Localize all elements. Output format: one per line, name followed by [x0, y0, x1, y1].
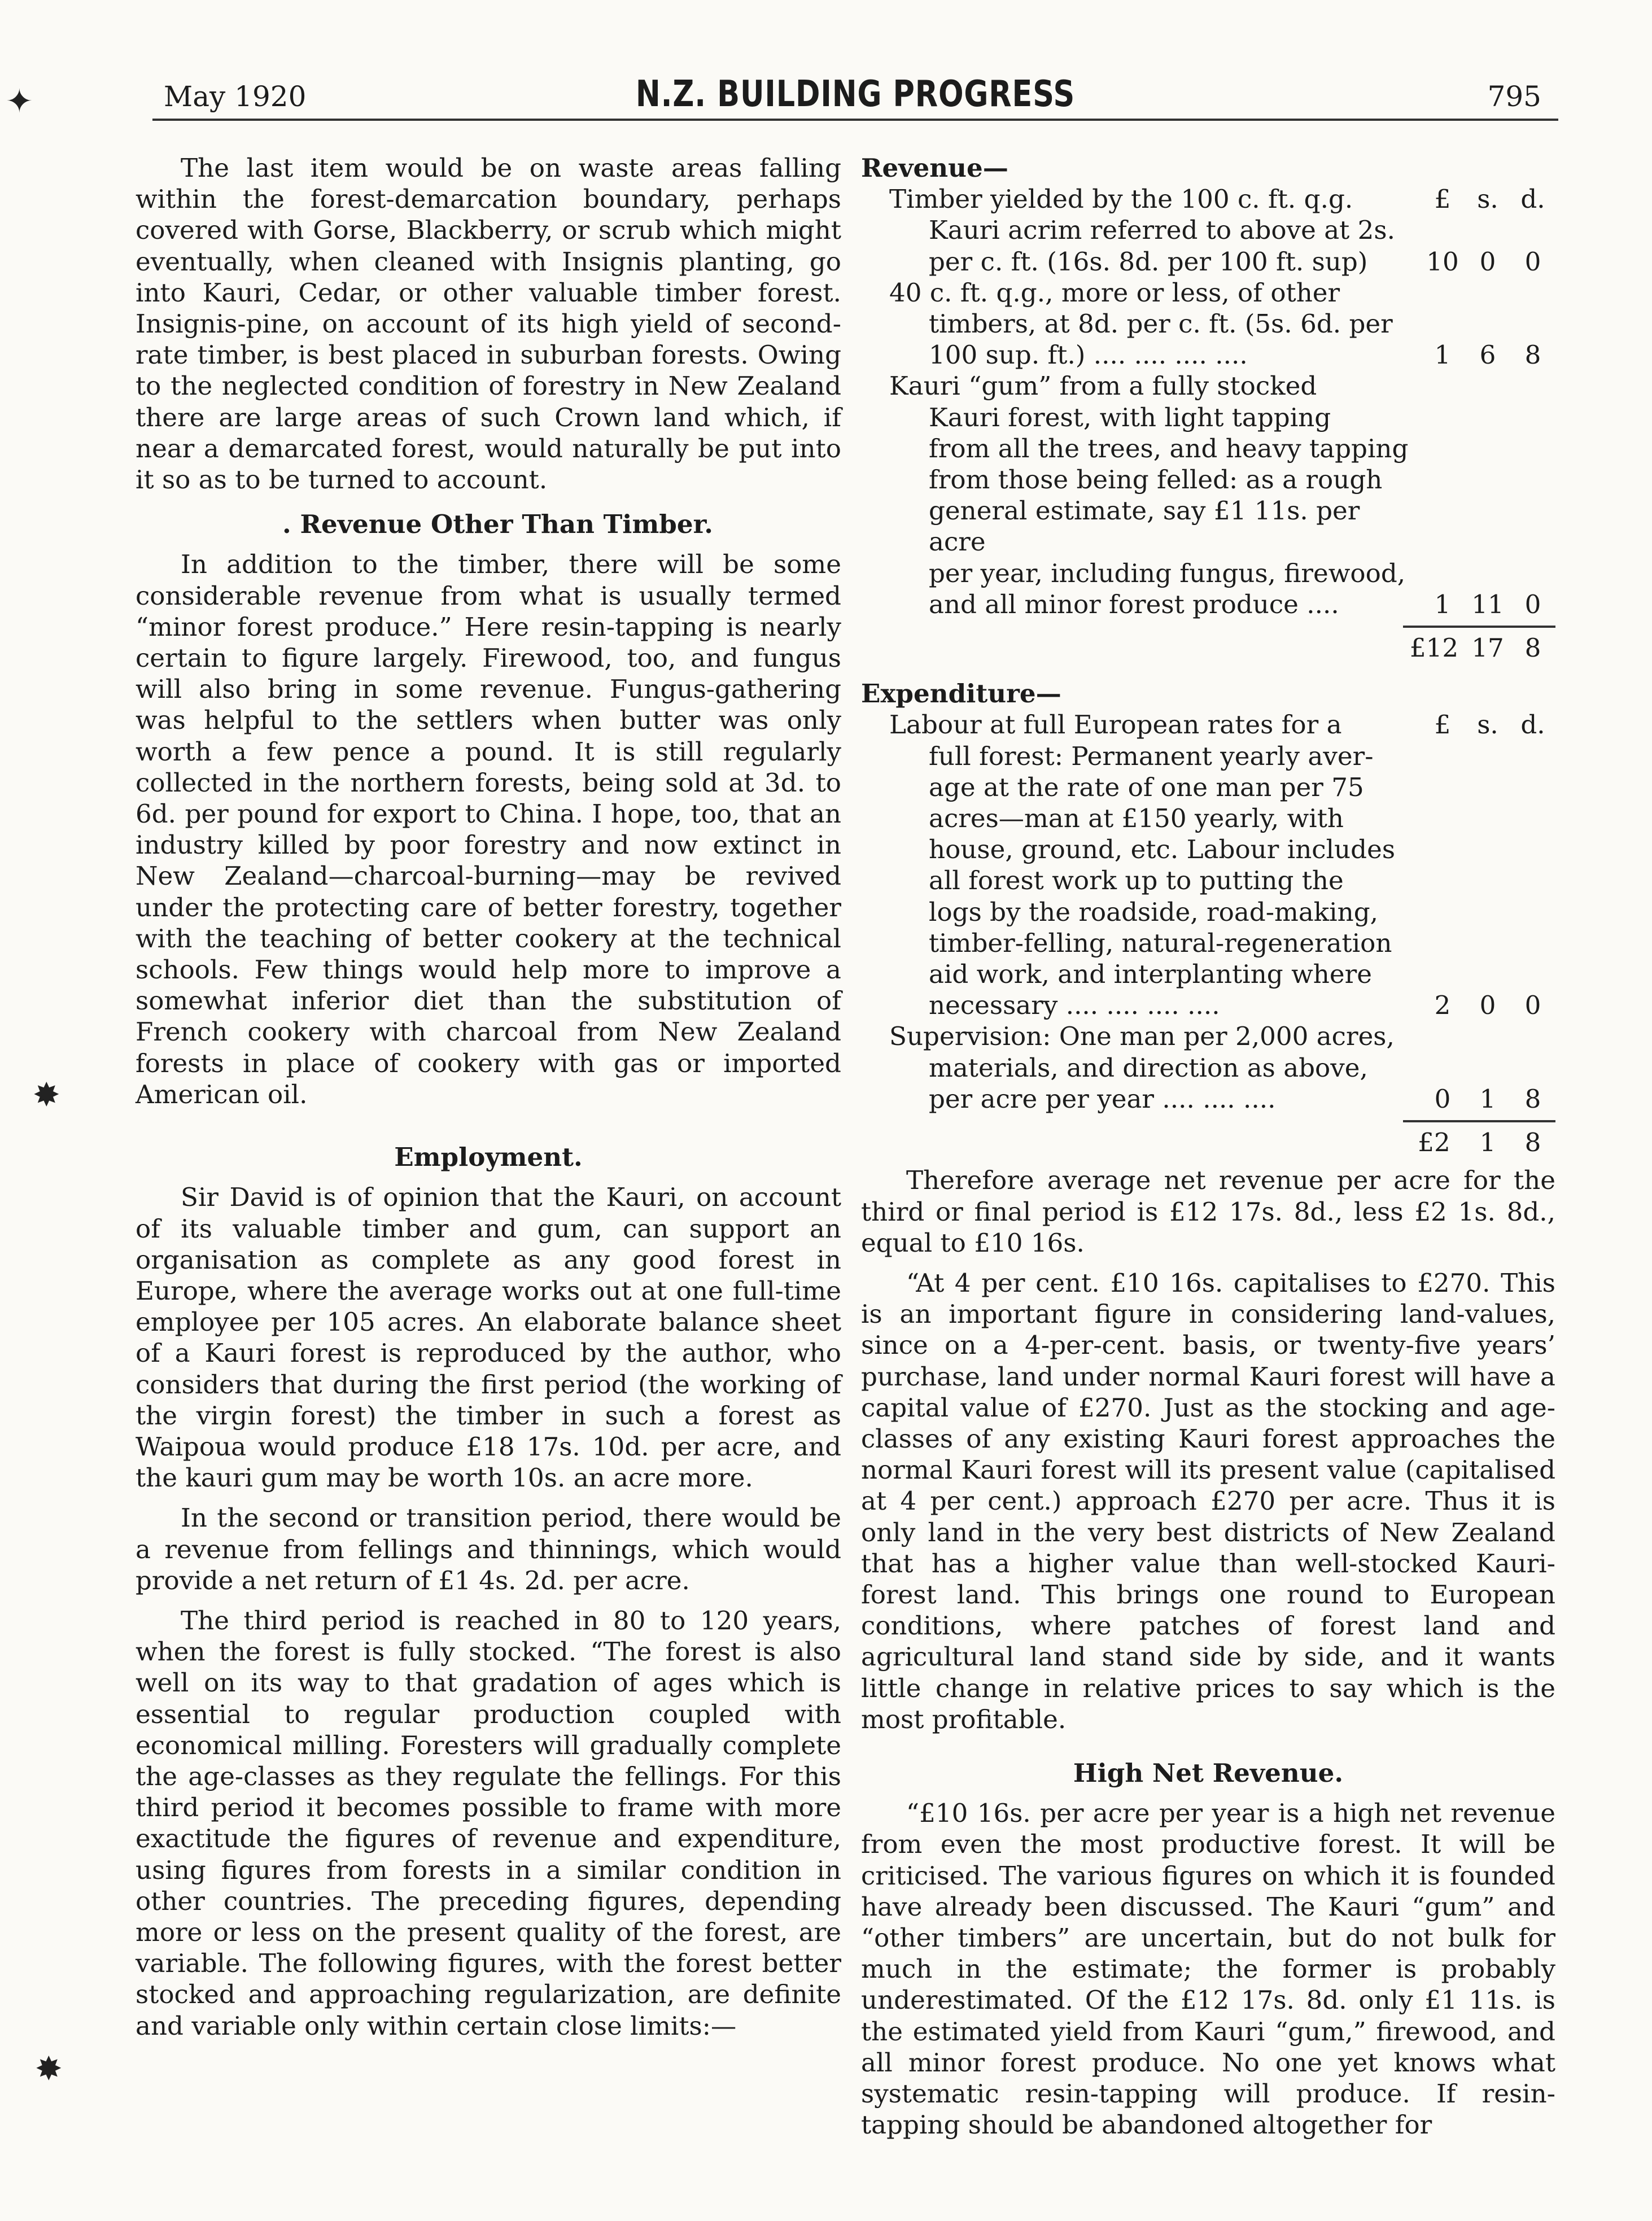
line: logs by the roadside, road-making, [929, 897, 1378, 927]
line: per acre per year .... .... .... [929, 1083, 1276, 1114]
total-pounds: £12 [1409, 633, 1459, 663]
amount-pence: 8 [1524, 1083, 1541, 1114]
amount-shillings: 1 [1479, 1083, 1496, 1114]
line: Supervision: One man per 2,000 acres, [889, 1021, 1395, 1052]
col-pence: d. [1520, 710, 1545, 740]
paragraph: Therefore average net revenue per acre for the third or final period is £12 17s. 8d., less £2 1s. 8d., equal to £10 16s. [861, 1165, 1555, 1258]
line: Timber yielded by the 100 c. ft. q.g. [889, 184, 1353, 215]
expenditure-total [1403, 1120, 1555, 1158]
amount-pounds: 0 [1434, 1083, 1451, 1114]
section-heading-employment: Employment. [394, 1142, 583, 1173]
revenue-item-timber [861, 183, 1555, 215]
line: 40 c. ft. q.g., more or less, of other [889, 277, 1340, 308]
line: from those being felled: as a rough [929, 465, 1383, 495]
total-shillings: 1 [1479, 1127, 1496, 1158]
line: Labour at full European rates for a [889, 710, 1342, 740]
expenditure-item-labour [861, 741, 1555, 1021]
amount-pounds: 1 [1434, 589, 1451, 619]
line: 100 sup. ft.) .... .... .... .... [929, 340, 1248, 370]
col-pounds: £ [1434, 710, 1451, 740]
line: Kauri acrim referred to above at 2s. [929, 215, 1395, 246]
line: Kauri “gum” from a fully stocked [889, 371, 1317, 401]
line: and all minor forest produce .... [929, 589, 1339, 619]
binding-mark-icon: ✸ [35, 2049, 63, 2088]
col-pence: d. [1520, 184, 1545, 215]
col-shillings: s. [1477, 184, 1498, 215]
binding-mark-icon: ✦ [6, 82, 33, 120]
amount-pounds: 1 [1434, 340, 1451, 370]
left-column [136, 152, 841, 2041]
paragraph: “£10 16s. per acre per year is a high net revenue from even the most productive forest. It will be criticised. The various figures on which it is founded have already been discussed. The Kauri “gum” and “other timbers” are uncertain, but do not bulk for much in the estimate; the former is probably underestimated. Of the £12 17s. 8d. only £1 11s. is the estimated yield from Kauri “gum,” firewood, and all minor forest produce. No one yet knows what systematic resin-tapping will produce. If resin-tapping should be abandoned altogether for [861, 1798, 1555, 2140]
revenue-heading: Revenue— [861, 153, 1008, 183]
line: from all the trees, and heavy tapping [929, 433, 1409, 464]
publication-title: N.Z. BUILDING PROGRESS [635, 73, 1076, 115]
binding-mark-icon: ✸ [33, 1075, 60, 1114]
amount-shillings: 0 [1479, 246, 1496, 277]
right-column [861, 152, 1555, 2140]
total-shillings: 17 [1471, 633, 1504, 663]
line: materials, and direction as above, [929, 1052, 1368, 1083]
line: house, ground, etc. Labour includes [929, 834, 1396, 865]
amount-pence: 8 [1524, 340, 1541, 370]
page-number: 795 [1487, 80, 1541, 113]
paragraph: The third period is reached in 80 to 120 years, when the forest is fully stocked. “The forest is also well on its way to that gradation of ages which is essential to regular production coupled with economical milling. Foresters will gradually complete the age-classes as they regulate the fellings. For this third period it becomes possible to frame with more exactitude the figures of revenue and expenditure, using figures from forests in a similar condition in other countries. The preceding figures, depending more or less on the present quality of the forest, are variable. The following figures, with the forest better stocked and approaching regularization, are definite and variable only within certain close limits:— [136, 1605, 841, 2041]
paragraph: In the second or transition period, there would be a revenue from fellings and thinnings, which would provide a net return of £1 4s. 2d. per acre. [136, 1503, 841, 1595]
line: necessary .... .... .... .... [929, 990, 1220, 1021]
expenditure-item-supervision [861, 1021, 1555, 1114]
line: timbers, at 8d. per c. ft. (5s. 6d. per [929, 309, 1393, 339]
line: all forest work up to putting the [929, 865, 1344, 896]
amount-shillings: 0 [1479, 990, 1496, 1021]
line: timber-felling, natural-regeneration [929, 928, 1392, 958]
total-pence: 8 [1524, 633, 1541, 663]
amount-pence: 0 [1524, 246, 1541, 277]
amount-shillings: 6 [1479, 340, 1496, 370]
total-pounds: £2 [1418, 1127, 1450, 1158]
paragraph: “At 4 per cent. £10 16s. capitalises to £270. This is an important figure in considering land-values, since on a 4-per-cent. basis, or twenty-five years’ purchase, land under normal Kauri forest will have a capital value of £270. Just as the stocking and age-classes of any existing Kauri forest approaches the normal Kauri forest will its present value (capitalised at 4 per cent.) approach £270 per acre. Thus it is only land in the very best districts of New Zealand that has a higher value than well-stocked Kauri-forest land. This brings one round to European conditions, where patches of forest land and agricultural land stand side by side, and it wants little change in relative prices to say which is the most profitable. [861, 1267, 1555, 1734]
line: general estimate, say £1 11s. per acre [929, 496, 1360, 557]
line: acres—man at £150 yearly, with [929, 803, 1344, 834]
amount-shillings: 11 [1471, 589, 1504, 619]
line: per c. ft. (16s. 8d. per 100 ft. sup) [929, 246, 1368, 277]
expenditure-item-labour-head [861, 709, 1555, 740]
line: full forest: Permanent yearly aver- [929, 741, 1374, 771]
line: age at the rate of one man per 75 [929, 772, 1364, 802]
total-pence: 8 [1524, 1127, 1541, 1158]
line: aid work, and interplanting where [929, 959, 1372, 990]
revenue-total [1403, 626, 1555, 663]
line: Kauri forest, with light tapping [929, 402, 1331, 432]
amount-pence: 0 [1524, 990, 1541, 1021]
issue-date: May 1920 [164, 80, 307, 113]
revenue-item-kauri-gum [861, 370, 1555, 620]
section-heading-high-net-revenue: High Net Revenue. [1073, 1757, 1344, 1788]
amount-pounds: 10 [1426, 246, 1459, 277]
amount-pounds: 2 [1434, 990, 1451, 1021]
col-shillings: s. [1477, 710, 1498, 740]
col-pounds: £ [1434, 184, 1451, 215]
section-heading-revenue-other: . Revenue Other Than Timber. [282, 509, 714, 540]
revenue-item-timber-cont [861, 215, 1555, 277]
line: per year, including fungus, firewood, [929, 558, 1406, 588]
paragraph: In addition to the timber, there will be some considerable revenue from what is usually termed “minor forest produce.” Here resin-tapping is nearly certain to figure largely. Firewood, too, and fungus will also bring in some revenue. Fungus-gathering was helpful to the settlers when butter was only worth a few pence a pound. It is still regularly collected in the northern forests, being sold at 3d. to 6d. per pound for export to China. I hope, too, that an industry killed by poor forestry and now extinct in New Zealand—charcoal-burning—may be revived under the protecting care of better forestry, together with the teaching of better cookery at the technical schools. Few things would help more to improve a somewhat inferior diet than the substitution of French cookery with charcoal from New Zealand forests in place of cookery with gas or imported American oil. [136, 549, 841, 1109]
amount-pence: 0 [1524, 589, 1541, 619]
expenditure-heading: Expenditure— [861, 679, 1061, 709]
revenue-item-other-timbers [861, 277, 1555, 371]
paragraph: Sir David is of opinion that the Kauri, on account of its valuable timber and gum, can support an organisation as complete as any good forest in Europe, where the average works out at one full-time employee per 105 acres. An elaborate balance sheet of a Kauri forest is reproduced by the author, who considers that during the first period (the working of the virgin forest) the timber in such a forest as Waipoua would produce £18 17s. 10d. per acre, and the kauri gum may be worth 10s. an acre more. [136, 1182, 841, 1493]
paragraph: The last item would be on waste areas falling within the forest-demarcation boundary, perhaps covered with Gorse, Blackberry, or scrub which might eventually, when cleaned with Insignis planting, go into Kauri, Cedar, or other valuable timber forest. Insignis-pine, on account of its high yield of second-rate timber, is best placed in suburban forests. Owing to the neglected condition of forestry in New Zealand there are large areas of such Crown land which, if near a demarcated forest, would naturally be put into it so as to be turned to account. [136, 153, 841, 495]
page-header [152, 73, 1558, 121]
